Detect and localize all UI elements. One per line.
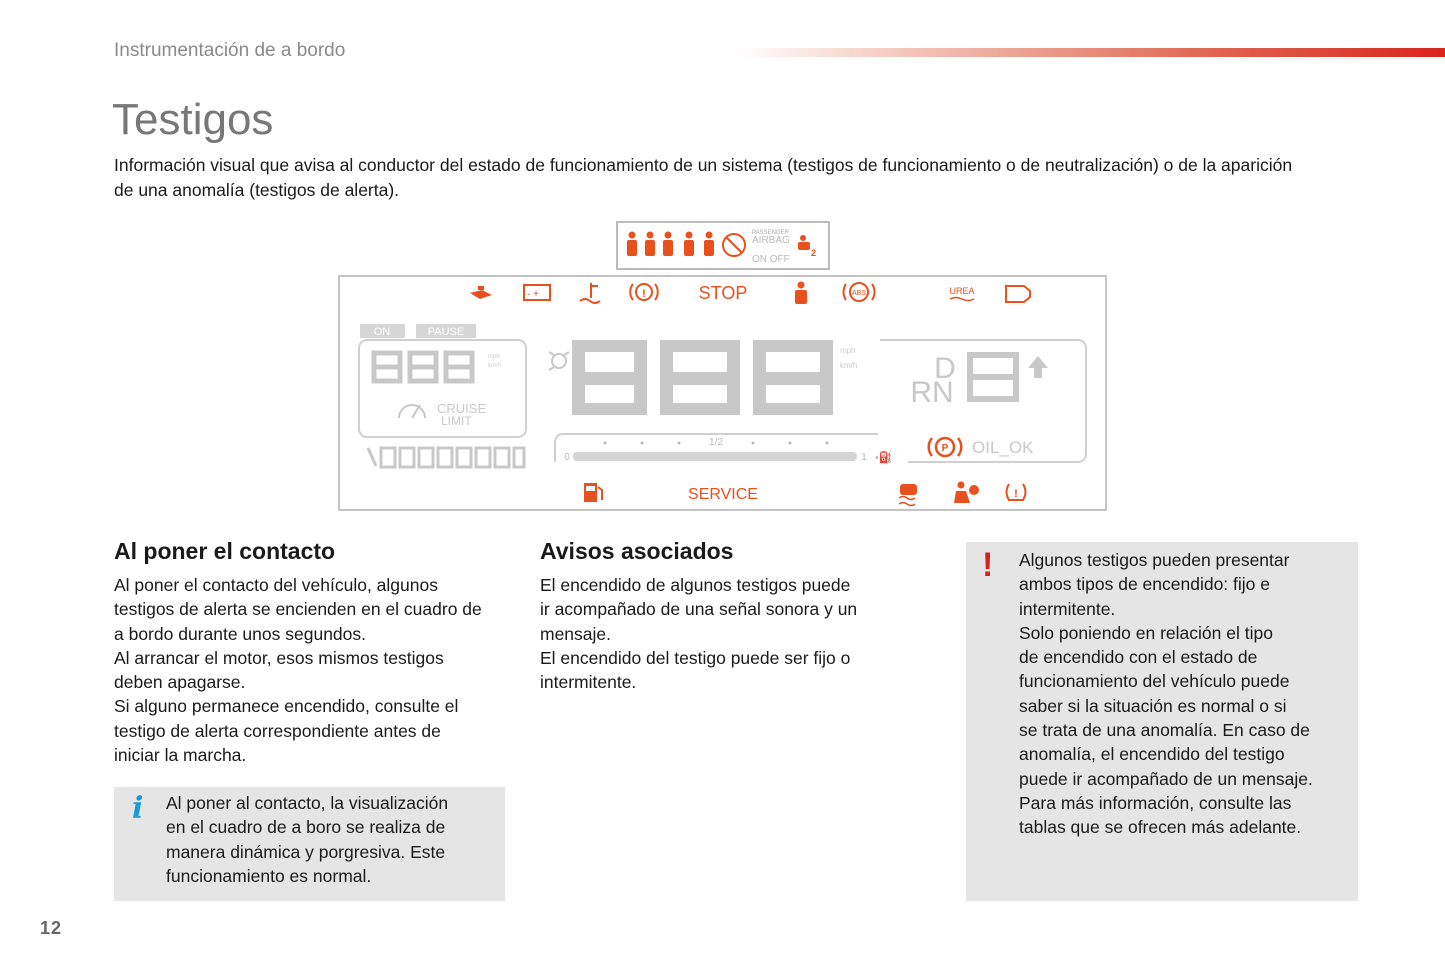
text-line: Solo poniendo en relación el tipo (1019, 622, 1273, 643)
svg-text:ABS: ABS (851, 290, 867, 297)
airbag-label-1: PASSENGER (752, 230, 789, 236)
text-line: intermitente. (1019, 598, 1116, 619)
text-line: de encendido con el estado de (1019, 647, 1258, 668)
cluster-frame (339, 276, 1106, 510)
info-note-box (114, 787, 505, 901)
gear-rn: RN (910, 376, 954, 409)
text-line: testigos de alerta se encienden en el cuadro de (114, 599, 482, 620)
text-line: testigo de alerta correspondiente antes de (114, 720, 441, 741)
airbag-state: ON OFF (752, 254, 790, 265)
page-title: Testigos (112, 95, 274, 144)
text-line: funcionamiento del vehículo puede (1019, 671, 1290, 692)
cruise-unit-mph: mph (488, 354, 500, 360)
fuel-pump-small-icon: •⛽ (875, 452, 893, 464)
text-line: en el cuadro de a boro se realiza de (166, 817, 446, 838)
heading-al-poner-el-contacto: Al poner el contacto (114, 538, 336, 564)
text-line: funcionamiento es normal. (166, 865, 372, 886)
fuel-label-full: 1 (861, 452, 867, 463)
service-warning: SERVICE (688, 486, 758, 503)
speed-unit-mph: mph (840, 346, 856, 355)
text-line: Algunos testigos pueden presentar (1019, 550, 1290, 570)
page-number: 12 (40, 918, 63, 938)
paragraph-al-poner-el-contacto (114, 573, 482, 767)
paragraph-avisos-asociados (540, 573, 857, 694)
fuel-label-half: 1/2 (709, 437, 723, 448)
gear-d: D (934, 352, 956, 385)
text-line: manera dinámica y porgresiva. Este (166, 841, 446, 862)
text-line: tablas que se ofrecen más adelante. (1019, 817, 1302, 838)
fuel-gauge-bar (573, 452, 857, 461)
text-line: intermitente. (540, 672, 637, 693)
cruise-label-1: CRUISE (437, 401, 487, 416)
speed-unit-kmh: km/h (840, 361, 858, 370)
svg-text:P: P (941, 443, 949, 454)
text-line: ir acompañado de una señal sonora y un (540, 599, 858, 620)
svg-text:UREA: UREA (949, 286, 975, 296)
speed-digits (572, 340, 833, 415)
svg-text:- +: - + (527, 289, 539, 300)
heading-avisos-asociados: Avisos asociados (540, 538, 734, 564)
cruise-unit-kmh: km/h (488, 363, 502, 369)
stop-warning: STOP (698, 283, 748, 303)
text-line: anomalía, el encendido del testigo (1019, 744, 1285, 765)
warning-note-box (966, 542, 1358, 901)
text-line: mensaje. (540, 623, 612, 644)
warning-exclamation-icon: ! (982, 546, 994, 584)
text-line: a bordo durante unos segundos. (114, 623, 366, 644)
text-line: El encendido de algunos testigos puede (540, 575, 851, 595)
text-line: Al arrancar el motor, esos mismos testigos (114, 647, 444, 668)
intro-paragraph: Información visual que avisa al conductor del estado de funcionamiento de un sistema (testigos de funcionamiento o de neutralización) o de la aparición de una anomalía (testigos de alerta). (114, 155, 1293, 200)
cruise-pause-label: PAUSE (427, 326, 465, 338)
svg-text:!: ! (642, 288, 646, 300)
text-line: Si alguno permanece encendido, consulte el (114, 696, 459, 717)
text-line: deben apagarse. (114, 672, 246, 693)
svg-text:2: 2 (811, 248, 817, 258)
cruise-on-label: ON (373, 326, 391, 338)
text-line: ambos tipos de encendido: fijo e (1019, 574, 1270, 595)
warning-note-text (1019, 548, 1313, 840)
oil-ok-message: OIL_OK (972, 438, 1034, 457)
info-icon: i (132, 791, 144, 826)
text-line: Al poner el contacto del vehículo, algunos (114, 575, 438, 595)
text-line: El encendido del testigo puede ser fijo o (540, 647, 851, 668)
fuel-label-zero: 0 (564, 452, 570, 463)
text-line: puede ir acompañado de un mensaje. (1019, 768, 1313, 789)
cruise-label-2: LIMIT (441, 414, 472, 428)
text-line: iniciar la marcha. (114, 745, 247, 766)
svg-text:!: ! (1014, 488, 1018, 500)
text-line: Para más información, consulte las (1019, 792, 1292, 813)
section-title: Instrumentación de a bordo (114, 40, 346, 61)
info-note-text (166, 791, 448, 888)
airbag-label-2: AIRBAG (752, 235, 790, 246)
text-line: Al poner al contacto, la visualización (166, 793, 449, 813)
text-line: saber si la situación es normal o si (1019, 695, 1287, 716)
text-line: se trata de una anomalía. En caso de (1019, 720, 1310, 741)
